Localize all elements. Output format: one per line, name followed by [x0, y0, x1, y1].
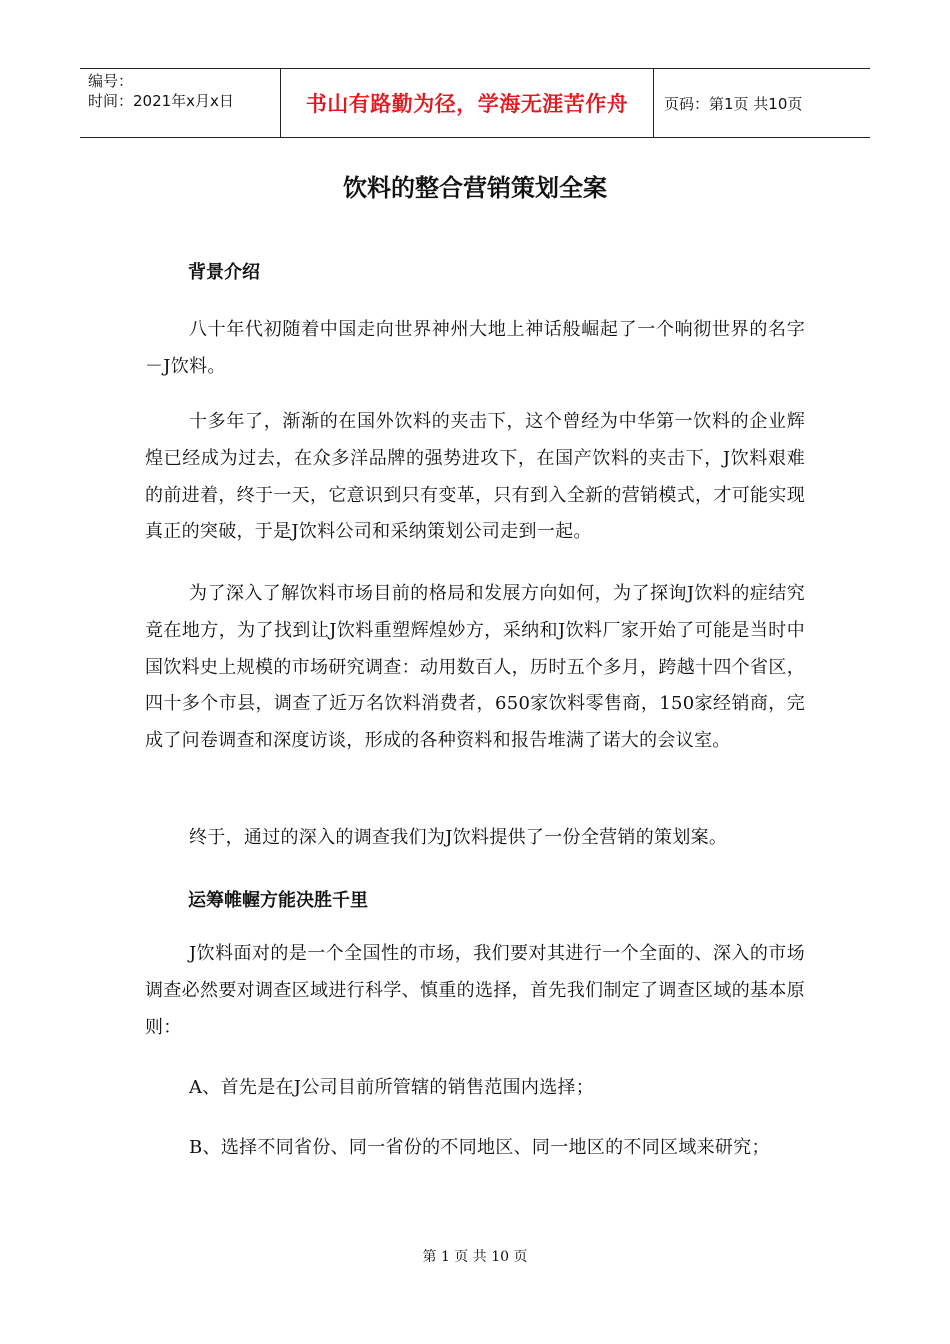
paragraph: 十多年了，渐渐的在国外饮料的夹击下，这个曾经为中华第一饮料的企业辉煌已经成为过去，在众多洋品牌的强势进攻下，在国产饮料的夹击下，J饮料艰难的前进着，终于一天，它意识到只有变革，只有到入全新的营销模式，才可能实现真正的突破，于是J饮料公司和采纳策划公司走到一起。 — [145, 411, 805, 543]
paragraph: 八十年代初随着中国走向世界神州大地上神话般崛起了一个响彻世界的名字－J饮料。 — [145, 319, 805, 377]
document-date-label: 时间：2021年x月x日 — [88, 92, 234, 110]
paragraph: J饮料面对的是一个全国性的市场，我们要对其进行一个全面的、深入的市场调查必然要对调查区域进行科学、慎重的选择，首先我们制定了调查区域的基本原则： — [145, 943, 805, 1038]
document-number-label: 编号： — [88, 72, 134, 90]
header-table — [80, 68, 870, 138]
header-meta-cell — [80, 69, 281, 137]
paragraph: B、选择不同省份、同一省份的不同地区、同一地区的不同区域来研究； — [189, 1137, 770, 1158]
header-motto: 书山有路勤为径，学海无涯苦作舟 — [281, 69, 654, 137]
header-page-info: 页码：第1页 共10页 — [664, 94, 803, 113]
section-heading: 背景介绍 — [188, 262, 260, 283]
document-title: 饮料的整合营销策划全案 — [343, 174, 607, 202]
paragraph: 终于，通过的深入的调查我们为J饮料提供了一份全营销的策划案。 — [189, 827, 728, 848]
paragraph: 为了深入了解饮料市场目前的格局和发展方向如何，为了探询J饮料的症结究竟在地方，为了找到让J饮料重塑辉煌妙方，采纳和J饮料厂家开始了可能是当时中国饮料史上规模的市场研究调查：动用数百人，历时五个多月，跨越十四个省区，四十多个市县，调查了近万名饮料消费者，650家饮料零售商，150家经销商，完成了问卷调查和深度访谈，形成的各种资料和报告堆满了诺大的会议室。 — [145, 583, 805, 752]
page-footer: 第 1 页 共 10 页 — [422, 1249, 528, 1265]
section-heading: 运筹帷幄方能决胜千里 — [188, 890, 368, 911]
paragraph: A、首先是在J公司目前所管辖的销售范围内选择； — [189, 1077, 595, 1098]
